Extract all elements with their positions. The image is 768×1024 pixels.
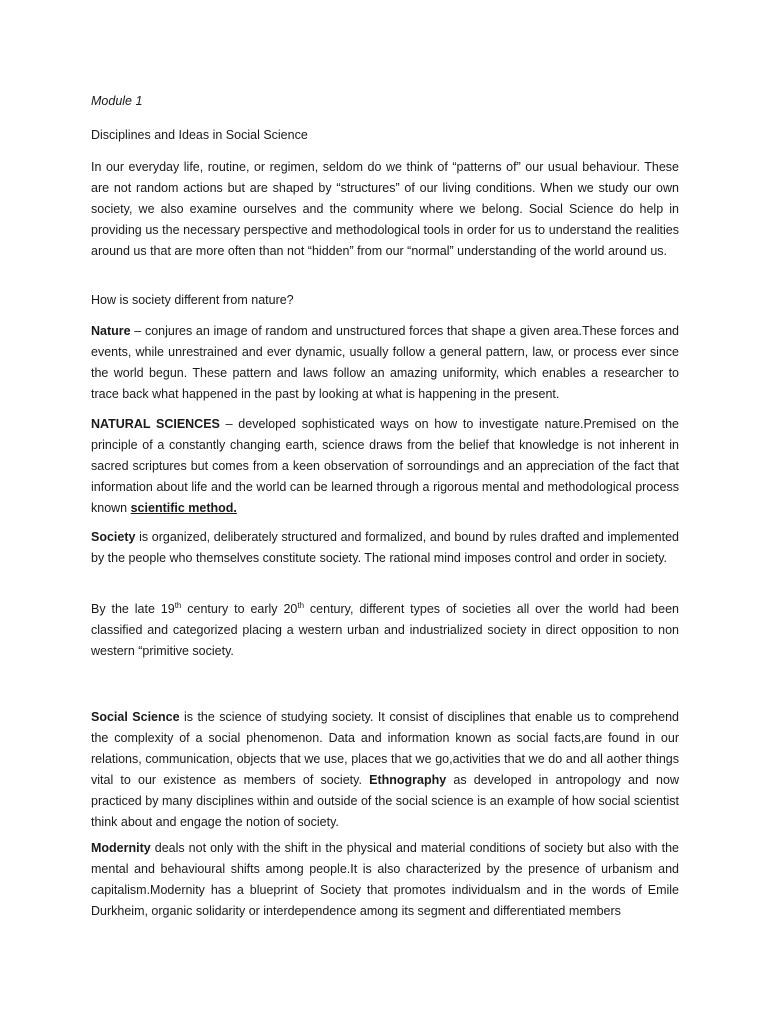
module-label: Module 1 [91, 94, 143, 108]
late-century-text-3: century, different types of societies all over the world had been classified and categorized placing a western urban and industrialized society in direct opposition to non western “primitive society. [91, 602, 679, 658]
nature-paragraph [91, 321, 679, 405]
natural-sciences-term: NATURAL SCIENCES [91, 417, 220, 431]
modernity-term: Modernity [91, 841, 151, 855]
late-century-paragraph [91, 599, 679, 662]
social-science-text: is the science of studying society. It consist of disciplines that enable us to comprehend the complexity of a social phenomenon. Data and information known as social facts,are found in our relations, communication, objects that we use, places that we go,activities that we do and all aother things vital to our existence as members of society. [91, 710, 679, 787]
society-text: is organized, deliberately structured and formalized, and bound by rules drafted and implemented by the people who themselves constitute society. The rational mind imposes control and order in society. [91, 530, 679, 565]
document-title: Disciplines and Ideas in Social Science [91, 128, 308, 142]
ethnography-term: Ethnography [369, 773, 447, 787]
superscript-th: th [174, 601, 182, 610]
intro-paragraph: In our everyday life, routine, or regimen, seldom do we think of “patterns of” our usual behaviour. These are not random actions but are shaped by “structures” of our living conditions. When we study our own society, we also examine ourselves and the community where we belong. Social Science do help in providing us the necessary perspective and methodological tools in order for us to understand the realities around us that are more often than not “hidden” from our “normal” understanding of the world around us. [91, 160, 679, 258]
ethnography-text: as developed in antropology and now practiced by many disciplines within and outside of the social science is an example of how social scientist think about and engage the notion of society. [91, 773, 679, 829]
modernity-paragraph [91, 838, 679, 922]
late-century-text-1: By the late 19 [91, 602, 175, 616]
superscript-th: th [297, 601, 305, 610]
natural-sciences-text: – developed sophisticated ways on how to investigate nature.Premised on the principle of a constantly changing earth, science draws from the belief that knowledge is not inherent in sacred scriptures but comes from a keen observation of sorroundings and an appreciation of the fact that information about life and the world can be learned through a rigorous mental and methodological process known [91, 417, 679, 515]
society-term: Society [91, 530, 136, 544]
question-heading: How is society different from nature? [91, 293, 294, 307]
modernity-text: deals not only with the shift in the physical and material conditions of society but also with the mental and behavioural shifts among people.It is also characterized by the presence of urbanism and capitalism.Modernity has a blueprint of Society that promotes individualsm and in the words of Emile Durkheim, organic solidarity or interdependence among its segment and differentiated members [91, 841, 679, 918]
late-century-text-2: century to early 20 [181, 602, 298, 616]
nature-term: Nature [91, 324, 131, 338]
social-science-term: Social Science [91, 710, 180, 724]
scientific-method-link: scientific method. [130, 501, 237, 515]
nature-text: – conjures an image of random and unstructured forces that shape a given area.These forces and events, while unrestrained and ever dynamic, usually follow a general pattern, law, or process ever since the world begun. These pattern and laws follow an amazing uniformity, which enables a researcher to trace back what happened in the past by looking at what is happening in the present. [91, 324, 679, 401]
natural-sciences-paragraph [91, 414, 679, 519]
society-paragraph [91, 527, 679, 569]
social-science-paragraph [91, 707, 679, 833]
